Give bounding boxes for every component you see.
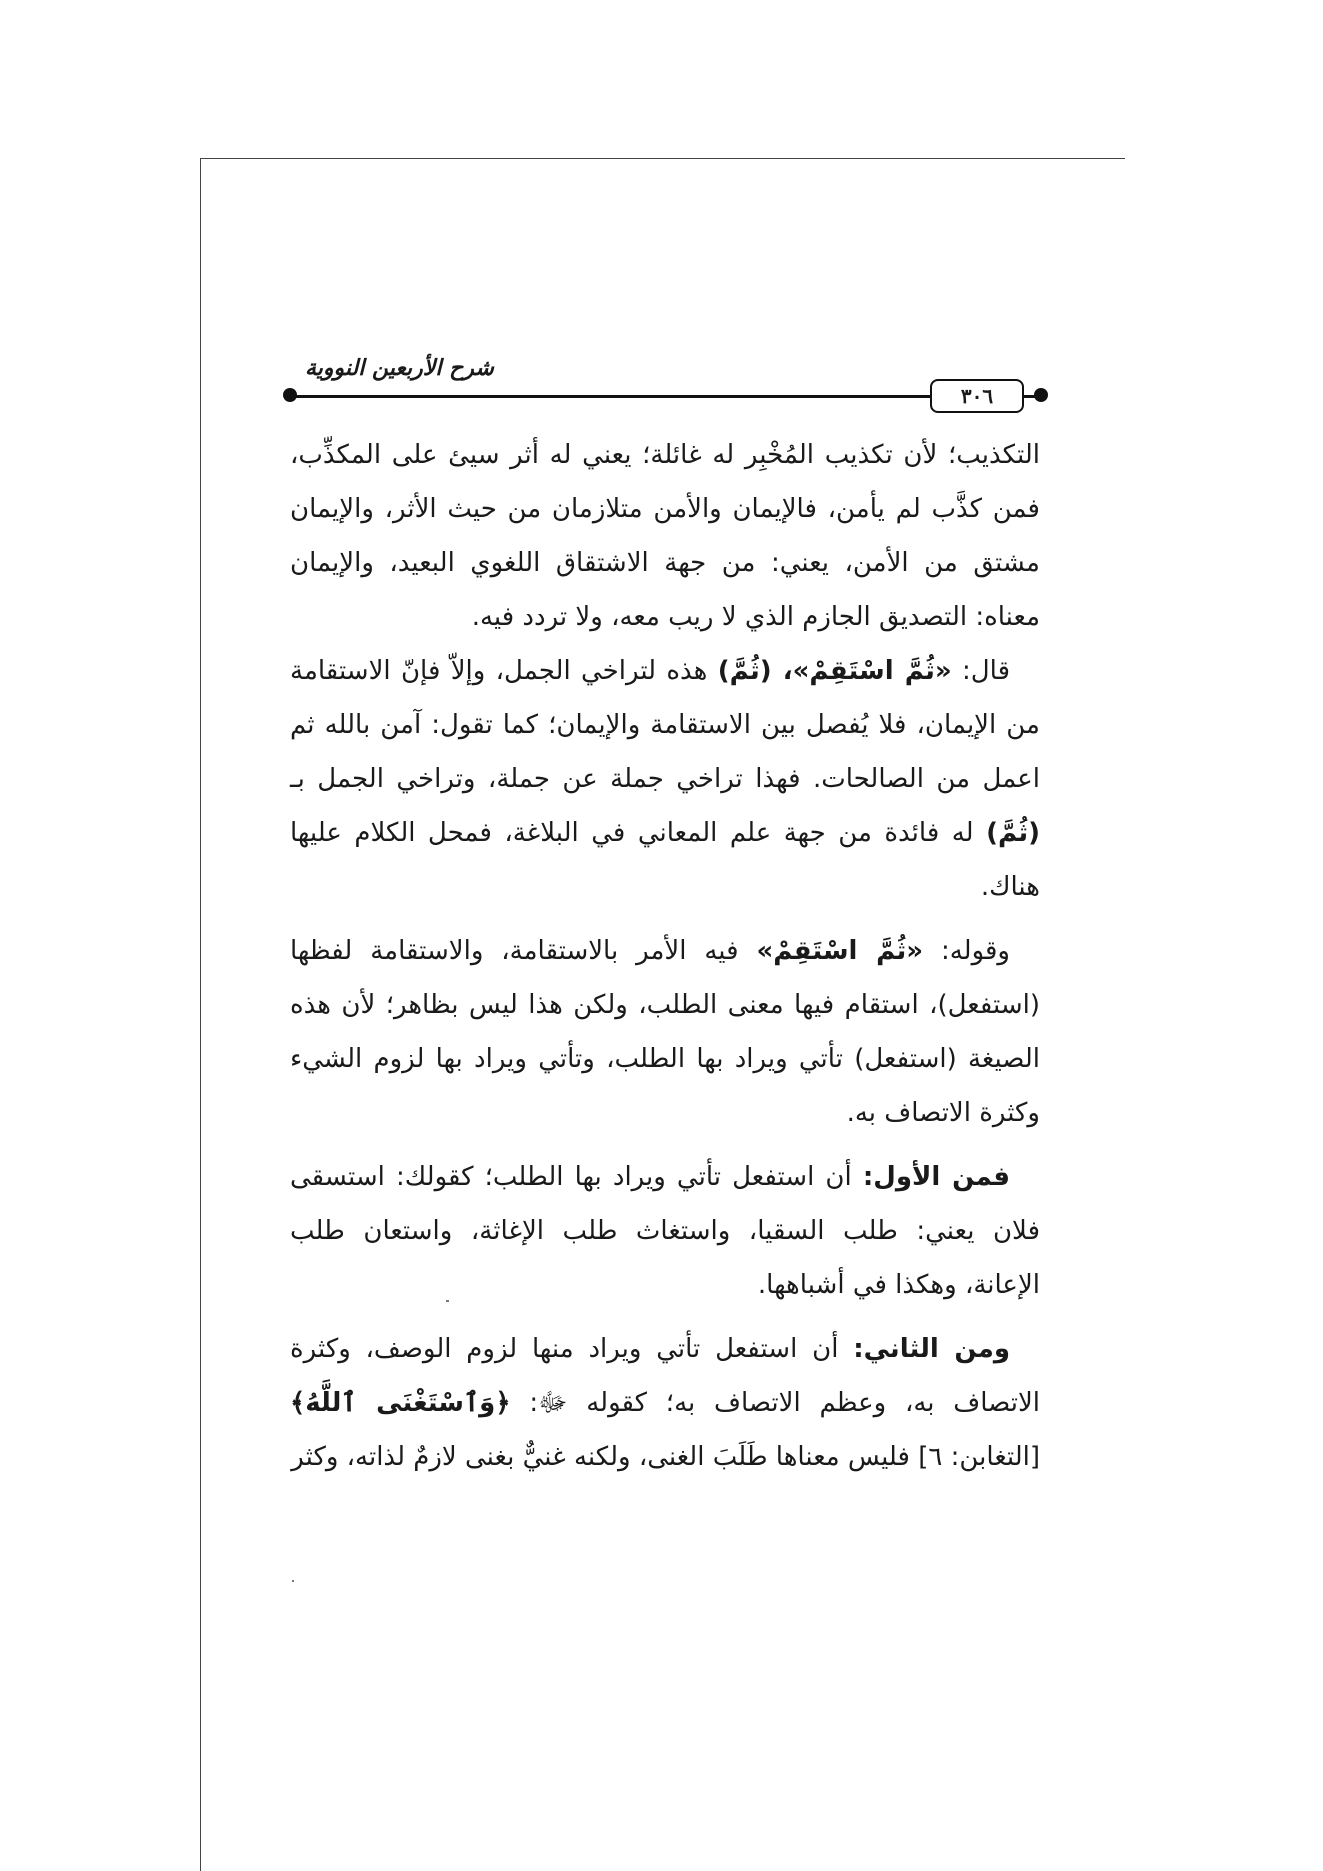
scan-frame-top bbox=[200, 158, 1125, 159]
section-heading-second: ومن الثاني: bbox=[853, 1334, 1010, 1364]
scan-frame-left bbox=[200, 158, 201, 1871]
paragraph-text: أن استفعل تأتي ويراد بها الطلب؛ كقولك: استسقى فلان يعني: طلب السقيا، واستغاث طلب الإغاثة، واستعان طلب الإعانة، وهكذا في أشباهها. bbox=[290, 1162, 1040, 1300]
paragraph-tail: له فائدة من جهة علم المعاني في البلاغة، فمحل الكلام عليها هناك. bbox=[290, 818, 1040, 902]
quran-verse: ﴿وَٱسْتَغْنَى ٱللَّهُ﴾ bbox=[290, 1388, 511, 1418]
book-title: شرح الأربعين النووية bbox=[305, 355, 494, 381]
page-header bbox=[283, 355, 1048, 415]
paragraph-text: هذه لتراخي الجمل، وإلاّ فإنّ الاستقامة من الإيمان، فلا يُفصل بين الاستقامة والإيمان؛ كما تقول: آمن بالله ثم اعمل من الصالحات. فهذا تراخي جملة عن جملة، وتراخي الجمل بـ bbox=[290, 656, 1040, 794]
paragraph-text: أن استفعل تأتي ويراد منها لزوم الوصف، وكثرة الاتصاف به، وعظم الاتصاف به؛ كقوله ﷻ: bbox=[290, 1334, 1040, 1418]
paragraph-4 bbox=[290, 1150, 1040, 1312]
paragraph-lead: وقوله: bbox=[923, 936, 1010, 966]
paragraph-lead: قال: bbox=[951, 656, 1010, 686]
particle-term: (ثُمَّ) bbox=[986, 818, 1040, 848]
header-ornament-dot-left bbox=[283, 388, 297, 402]
paragraph-2 bbox=[290, 644, 1040, 914]
paragraph-1 bbox=[290, 428, 1040, 644]
scan-speck bbox=[292, 1580, 294, 1582]
header-ornament-dot-right bbox=[1034, 388, 1048, 402]
paragraph-3 bbox=[290, 924, 1040, 1140]
section-heading-first: فمن الأول: bbox=[862, 1162, 1010, 1192]
hadith-quote: «ثُمَّ اسْتَقِمْ» bbox=[756, 936, 924, 966]
hadith-quote: «ثُمَّ اسْتَقِمْ»، (ثُمَّ) bbox=[717, 656, 952, 686]
scan-speck bbox=[446, 1300, 449, 1302]
page-number: ٣٠٦ bbox=[930, 379, 1024, 413]
paragraph-tail: [التغابن: ٦] فليس معناها طَلَبَ الغنى، ولكنه غنيٌّ بغنى لازمٌ لذاته، وكثر bbox=[291, 1442, 1040, 1472]
paragraph-text: فيه الأمر بالاستقامة، والاستقامة لفظها (استفعل)، استقام فيها معنى الطلب، ولكن هذا ليس بظاهر؛ لأن هذه الصيغة (استفعل) تأتي ويراد بها الطلب، وتأتي ويراد بها لزوم الشيء وكثرة الاتصاف به. bbox=[290, 936, 1040, 1128]
page-body bbox=[290, 428, 1040, 1484]
paragraph-text: التكذيب؛ لأن تكذيب المُخْبِر له غائلة؛ يعني له أثر سيئ على المكذِّب، فمن كذَّب لم يأمن، فالإيمان والأمن متلازمان من حيث الأثر، والإيمان مشتق من الأمن، يعني: من جهة الاشتقاق اللغوي البعيد، والإيمان معناه: التصديق الجازم الذي لا ريب معه، ولا تردد فيه. bbox=[290, 440, 1040, 632]
paragraph-5 bbox=[290, 1322, 1040, 1484]
